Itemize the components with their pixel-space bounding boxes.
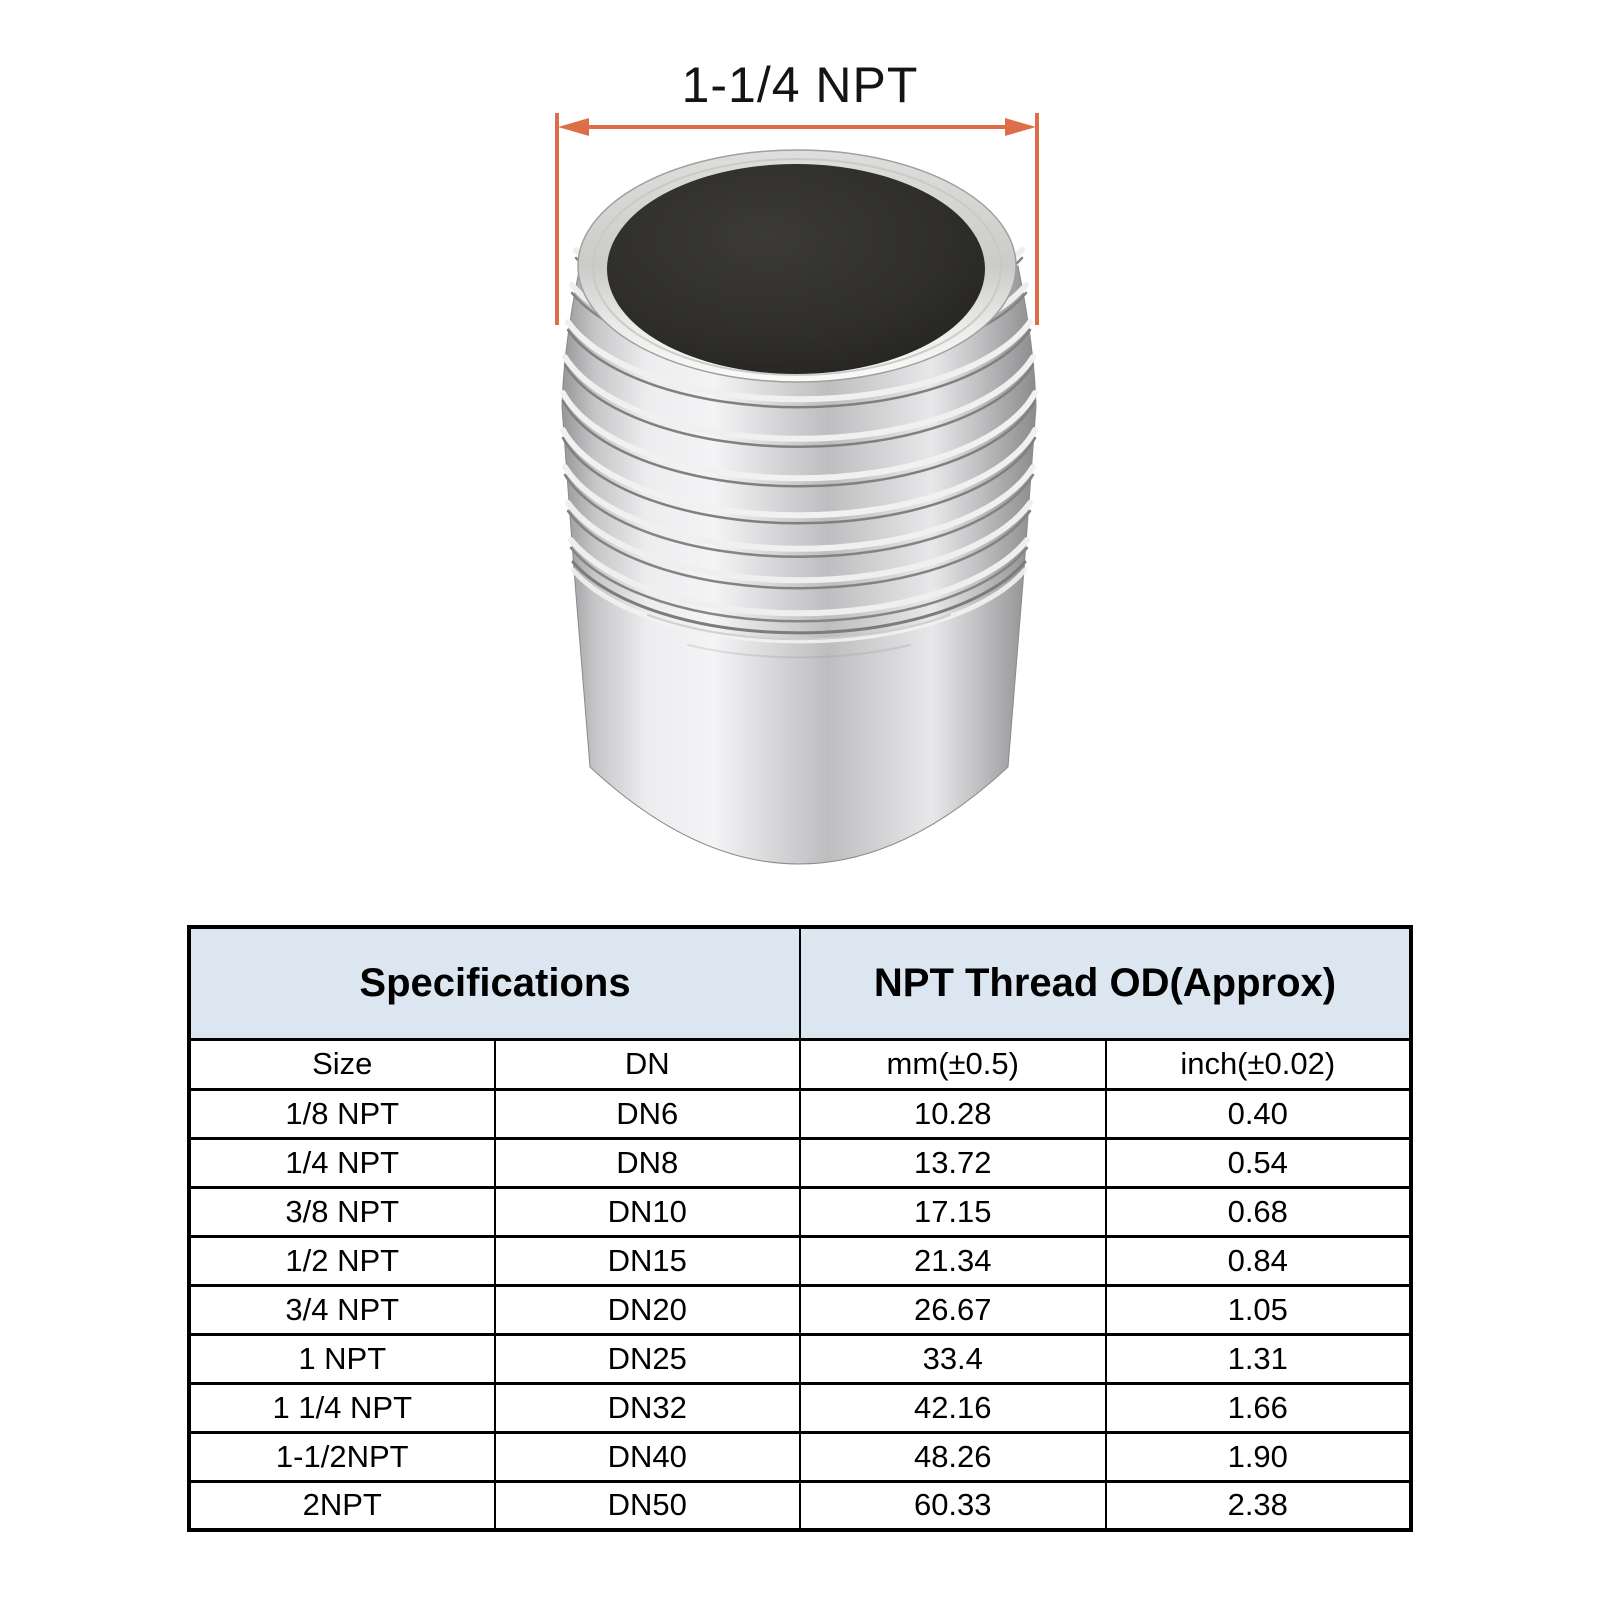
- cell-inch: 1.90: [1106, 1432, 1412, 1481]
- cell-inch: 1.31: [1106, 1334, 1412, 1383]
- table-row: [189, 1285, 1411, 1334]
- cell-inch: 2.38: [1106, 1481, 1412, 1530]
- table-row: [189, 1334, 1411, 1383]
- cell-mm: 33.4: [800, 1334, 1106, 1383]
- table-header-npt-thread-od: NPT Thread OD(Approx): [800, 927, 1411, 1039]
- cell-dn: DN25: [495, 1334, 801, 1383]
- cell-inch: 0.40: [1106, 1089, 1412, 1138]
- cell-size: 1 NPT: [189, 1334, 495, 1383]
- cell-size: 1 1/4 NPT: [189, 1383, 495, 1432]
- table-row: [189, 1481, 1411, 1530]
- table-group-header-row: [189, 927, 1411, 1039]
- cell-dn: DN10: [495, 1187, 801, 1236]
- table-row: [189, 1432, 1411, 1481]
- cell-size: 3/4 NPT: [189, 1285, 495, 1334]
- col-header-mm: mm(±0.5): [800, 1039, 1106, 1089]
- dimension-label: 1-1/4 NPT: [681, 57, 919, 113]
- cell-size: 1/4 NPT: [189, 1138, 495, 1187]
- cell-dn: DN8: [495, 1138, 801, 1187]
- cell-dn: DN6: [495, 1089, 801, 1138]
- table-row: [189, 1236, 1411, 1285]
- cell-inch: 1.05: [1106, 1285, 1412, 1334]
- table-row: [189, 1138, 1411, 1187]
- cell-inch: 1.66: [1106, 1383, 1412, 1432]
- cell-dn: DN32: [495, 1383, 801, 1432]
- cell-size: 3/8 NPT: [189, 1187, 495, 1236]
- cell-mm: 17.15: [800, 1187, 1106, 1236]
- cell-mm: 26.67: [800, 1285, 1106, 1334]
- spec-table: [187, 925, 1413, 1532]
- cell-size: 1/8 NPT: [189, 1089, 495, 1138]
- cell-dn: DN40: [495, 1432, 801, 1481]
- cell-mm: 48.26: [800, 1432, 1106, 1481]
- cell-size: 1-1/2NPT: [189, 1432, 495, 1481]
- cell-mm: 60.33: [800, 1481, 1106, 1530]
- col-header-inch: inch(±0.02): [1106, 1039, 1412, 1089]
- cell-dn: DN50: [495, 1481, 801, 1530]
- cell-inch: 0.54: [1106, 1138, 1412, 1187]
- cell-inch: 0.68: [1106, 1187, 1412, 1236]
- arrowhead-left-icon: [558, 118, 589, 136]
- cell-mm: 21.34: [800, 1236, 1106, 1285]
- cell-size: 2NPT: [189, 1481, 495, 1530]
- cell-dn: DN20: [495, 1285, 801, 1334]
- col-header-dn: DN: [495, 1039, 801, 1089]
- product-photo: [560, 145, 1038, 873]
- col-header-size: Size: [189, 1039, 495, 1089]
- cell-mm: 10.28: [800, 1089, 1106, 1138]
- table-header-specifications: Specifications: [189, 927, 800, 1039]
- pipe-bore: [607, 164, 985, 374]
- arrowhead-right-icon: [1005, 118, 1036, 136]
- cell-mm: 13.72: [800, 1138, 1106, 1187]
- cell-size: 1/2 NPT: [189, 1236, 495, 1285]
- table-column-header-row: [189, 1039, 1411, 1089]
- table-row: [189, 1187, 1411, 1236]
- table-row: [189, 1383, 1411, 1432]
- table-row: [189, 1089, 1411, 1138]
- cell-dn: DN15: [495, 1236, 801, 1285]
- cell-inch: 0.84: [1106, 1236, 1412, 1285]
- cell-mm: 42.16: [800, 1383, 1106, 1432]
